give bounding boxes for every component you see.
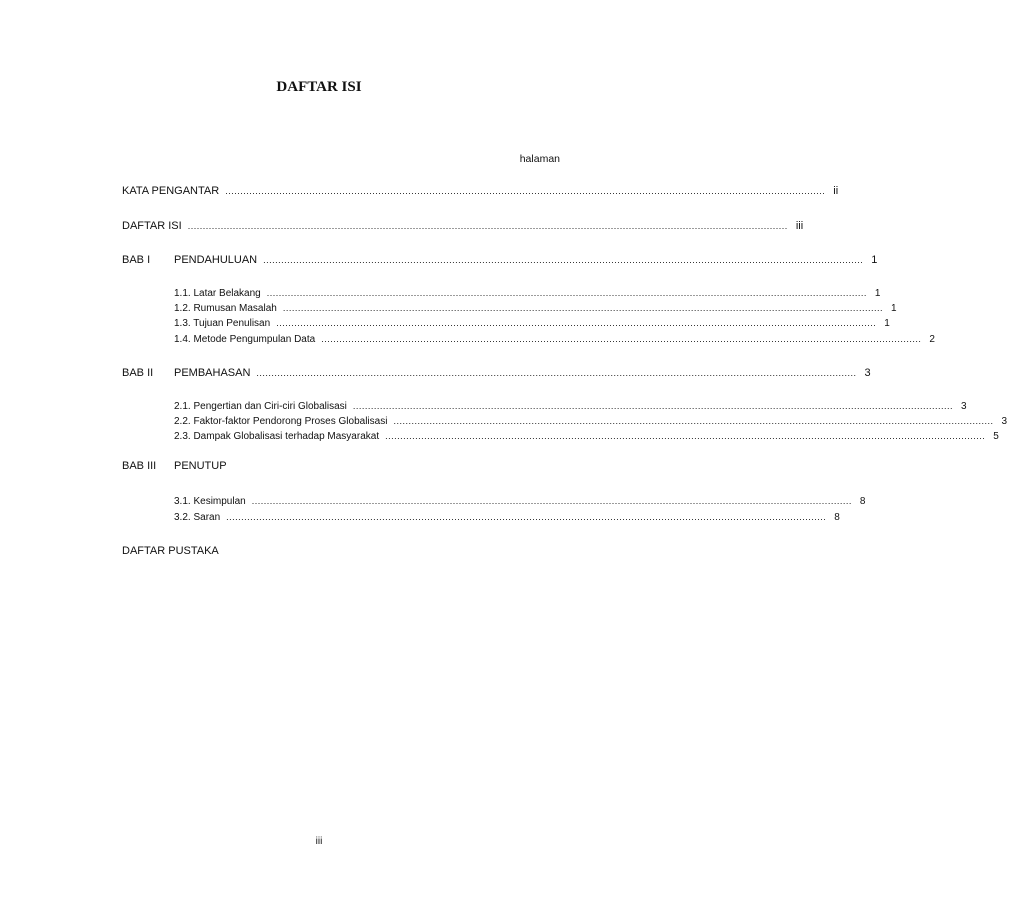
toc-entry-page: 1 [871,254,878,266]
chapter-number: BAB I [122,254,151,266]
leader-dots: ........................................................................................................................................................................................................ [385,431,986,441]
toc-entry-page: ii [833,185,839,197]
toc-entry-page: 1 [884,318,890,329]
leader-dots: ........................................................................................................................................................................................................ [256,368,857,378]
toc-entry-page: 3 [960,401,967,412]
toc-entry-daftar-isi[interactable] [122,220,804,232]
leader-dots: ........................................................................................................................................................................................................ [276,318,877,328]
toc-subentry-3-2[interactable] [174,512,840,523]
toc-entry-bab-1[interactable] [122,254,878,266]
chapter-number: BAB II [122,367,154,379]
page-column-header: halaman [519,153,560,165]
leader-dots: ........................................................................................................................................................................................................ [226,512,827,522]
toc-subentry-1-3[interactable] [174,318,890,329]
toc-entry-label: KATA PENGANTAR [122,185,220,197]
toc-entry-bab-2[interactable] [122,367,871,379]
leader-dots: ........................................................................................................................................................................................................ [263,255,864,265]
page-title: DAFTAR ISI [276,79,362,95]
leader-dots: ........................................................................................................................................................................................................ [282,303,883,313]
toc-subentry-1-4[interactable] [174,334,935,345]
toc-entry-label: PENUTUP [174,460,227,472]
toc-entry-label: PEMBAHASAN [174,367,251,379]
toc-entry-page: 5 [993,431,999,442]
toc-entry-label: DAFTAR ISI [122,220,182,232]
toc-entry-label: 2.2. Faktor-faktor Pendorong Proses Globalisasi [174,416,388,427]
toc-entry-label: 1.3. Tujuan Penulisan [174,318,271,329]
toc-entry-label: PENDAHULUAN [174,254,258,266]
toc-entry-kata-pengantar[interactable] [122,185,839,197]
chapter-number: BAB III [122,460,157,472]
toc-entry-label: 3.1. Kesimpulan [174,496,246,507]
leader-dots: ........................................................................................................................................................................................................ [393,416,994,426]
toc-entry-daftar-pustaka[interactable] [122,545,546,557]
leader-dots: ........................................................................................................................................................................................................ [321,334,922,344]
toc-subentry-1-1[interactable] [174,288,881,299]
toc-subentry-2-1[interactable] [174,401,967,412]
toc-entry-label: 1.2. Rumusan Masalah [174,303,277,314]
toc-entry-label: 2.1. Pengertian dan Ciri-ciri Globalisasi [174,401,347,412]
leader-dots: ........................................................................................................................................................................................................ [352,401,953,411]
toc-entry-label: 1.1. Latar Belakang [174,288,261,299]
toc-entry-label: 3.2. Saran [174,512,221,523]
toc-subentry-1-2[interactable] [174,303,897,314]
toc-entry-page: 3 [1001,416,1008,427]
leader-dots: ........................................................................................................................................................................................................ [225,186,826,196]
toc-entry-label: DAFTAR PUSTAKA [122,545,219,557]
toc-entry-page: 8 [859,496,866,507]
leader-dots: ........................................................................................................................................................................................................ [251,496,852,506]
toc-entry-page: 1 [890,303,897,314]
leader-dots: ........................................................................................................................................................................................................ [266,288,867,298]
footer-page-number: iii [315,836,323,847]
toc-entry-page: 3 [864,367,871,379]
toc-entry-page: 1 [874,288,881,299]
toc-subentry-2-2[interactable] [174,416,1008,427]
toc-subentry-3-1[interactable] [174,496,866,507]
toc-entry-label: 2.3. Dampak Globalisasi terhadap Masyarakat [174,431,380,442]
toc-entry-page: iii [795,220,804,232]
toc-entry-page: 2 [929,334,935,345]
toc-subentry-2-3[interactable] [174,431,999,442]
leader-dots: ........................................................................................................................................................................................................ [187,221,788,231]
toc-entry-page: 8 [834,512,840,523]
toc-entry-bab-3[interactable] [122,460,546,472]
toc-entry-label: 1.4. Metode Pengumpulan Data [174,334,316,345]
